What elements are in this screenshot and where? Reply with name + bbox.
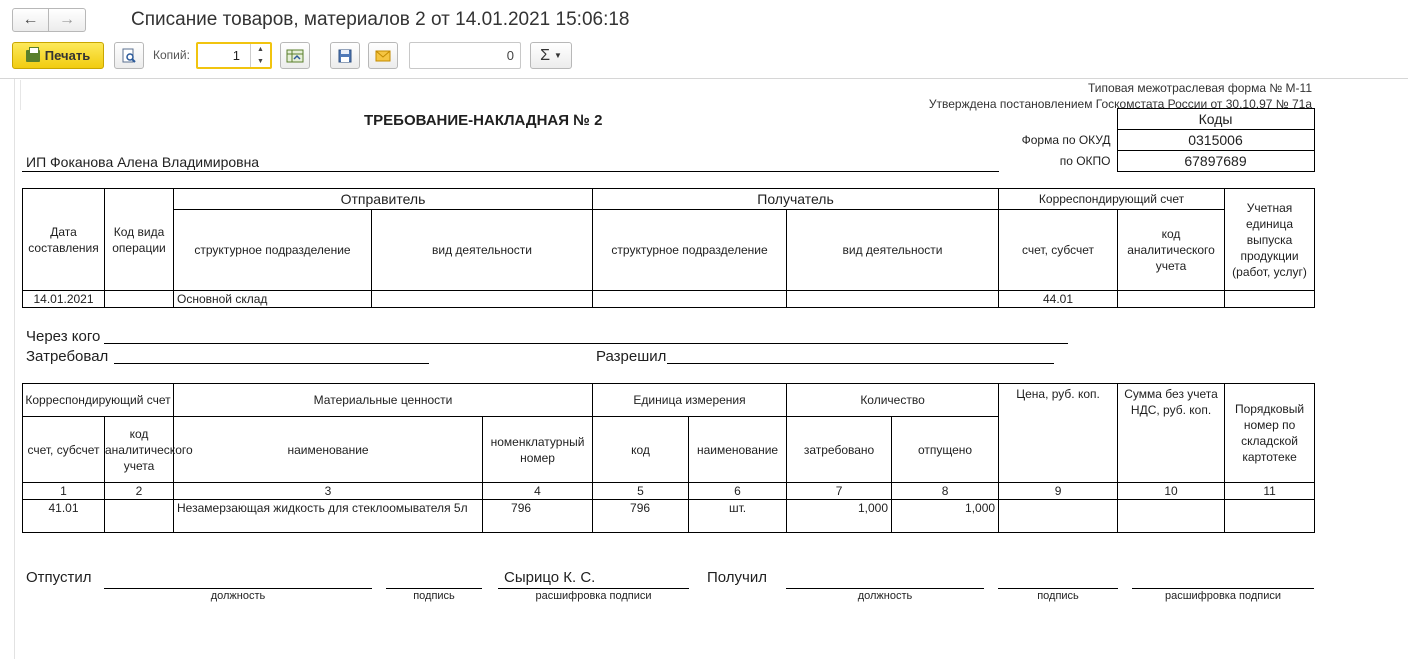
received-signature-line <box>998 588 1118 589</box>
okpo-value: 67897689 <box>1117 151 1314 172</box>
arrow-left-icon: ← <box>22 11 39 28</box>
items-table <box>22 383 1315 533</box>
print-settings-button[interactable] <box>280 42 310 69</box>
unit-column-header: Учетная единица выпуска продукции (работ, услуг) <box>1225 189 1315 291</box>
form-note <box>929 81 1312 111</box>
forward-button[interactable] <box>49 8 86 32</box>
date-column-header: Дата составления <box>23 189 105 291</box>
item-account: 41.01 <box>23 500 105 533</box>
received-position-caption: должность <box>857 590 913 602</box>
operation-code-cell <box>105 291 174 308</box>
col-number: 9 <box>999 483 1118 500</box>
released-signature-line <box>386 588 482 589</box>
items-name-header: наименование <box>174 417 483 483</box>
via-line <box>104 343 1068 344</box>
col-number: 5 <box>593 483 689 500</box>
window-title: Списание товаров, материалов 2 от 14.01.2021 15:06:18 <box>131 9 630 30</box>
okpo-label: по ОКПО <box>1059 154 1111 168</box>
item-price <box>999 500 1118 533</box>
item-card <box>1225 500 1315 533</box>
via-label: Через кого <box>26 328 101 345</box>
sender-activity-header: вид деятельности <box>372 210 593 291</box>
okud-label: Форма по ОКУД <box>1021 133 1111 147</box>
form-note-line-2: Утверждена постановлением Госкомстата России от 30.10.97 № 71а <box>928 97 1312 111</box>
spin-down-icon[interactable]: ▼ <box>257 57 264 65</box>
organization-underline <box>22 171 999 172</box>
col-number: 4 <box>483 483 593 500</box>
col-number: 6 <box>689 483 787 500</box>
requested-line <box>114 363 429 364</box>
item-released: 1,000 <box>892 500 999 533</box>
unit-cell <box>1225 291 1315 308</box>
analytic-code-header: код аналитического учета <box>1118 210 1225 291</box>
receiver-activity-header: вид деятельности <box>787 210 999 291</box>
organization-name: ИП Фоканова Алена Владимировна <box>26 154 260 170</box>
toolbar-divider <box>0 78 1408 79</box>
released-position-caption: должность <box>210 590 266 602</box>
sender-header: Отправитель <box>174 189 593 210</box>
col-number: 2 <box>105 483 174 500</box>
item-sum <box>1118 500 1225 533</box>
print-button[interactable] <box>12 42 104 69</box>
operation-code-header: Код вида операции <box>105 189 174 291</box>
items-nomenclature-header: номенклатурный номер <box>483 417 593 483</box>
sender-unit-header: структурное подразделение <box>174 210 372 291</box>
preview-button[interactable] <box>114 42 144 69</box>
copies-value: 1 <box>232 48 240 63</box>
receiver-unit-header: структурное подразделение <box>593 210 787 291</box>
released-signature-caption: подпись <box>413 590 455 602</box>
items-unit-name-header: наименование <box>689 417 787 483</box>
copies-spinner[interactable] <box>250 44 270 67</box>
account-sub-header: счет, субсчет <box>999 210 1118 291</box>
item-name: Незамерзающая жидкость для стеклоомывателя 5л <box>174 500 483 533</box>
sum-dropdown-button[interactable] <box>530 42 572 69</box>
table-row <box>23 291 1315 308</box>
items-corr-account-header: Корреспондирующий счет <box>23 384 174 417</box>
requested-label: Затребовал <box>26 348 109 365</box>
save-button[interactable] <box>330 42 360 69</box>
sender-activity-cell <box>372 291 593 308</box>
sigma-icon: Σ <box>540 46 550 64</box>
okud-value: 0315006 <box>1117 130 1314 151</box>
corr-account-header: Корреспондирующий счет <box>999 189 1225 210</box>
date-cell: 14.01.2021 <box>23 291 105 308</box>
analytic-cell <box>1118 291 1225 308</box>
received-decode-caption: расшифровка подписи <box>1164 590 1282 602</box>
chevron-down-icon: ▼ <box>553 51 562 60</box>
released-label: Отпустил <box>26 569 92 586</box>
receiver-activity-cell <box>787 291 999 308</box>
col-number: 7 <box>787 483 892 500</box>
released-decode-line <box>498 588 689 589</box>
item-unit-code: 796 <box>593 500 689 533</box>
codes-table <box>1000 108 1315 172</box>
receiver-header: Получатель <box>593 189 999 210</box>
col-number: 3 <box>174 483 483 500</box>
copies-label: Копий: <box>153 48 190 62</box>
codes-header: Коды <box>1117 109 1314 130</box>
items-released-header: отпущено <box>892 417 999 483</box>
allowed-line <box>667 363 1054 364</box>
item-unit-name: шт. <box>689 500 787 533</box>
sum-value-field[interactable]: 0 <box>409 42 521 69</box>
envelope-icon <box>375 50 391 62</box>
header-table <box>22 188 1315 308</box>
items-analytic-header: код аналитического учета <box>105 417 174 483</box>
print-button-label: Печать <box>44 48 91 63</box>
send-email-button[interactable] <box>368 42 398 69</box>
items-values-header: Материальные ценности <box>174 384 593 417</box>
toolbar <box>12 42 612 70</box>
page-corner <box>20 80 26 110</box>
col-number: 11 <box>1225 483 1315 500</box>
received-label: Получил <box>707 569 767 586</box>
account-cell: 44.01 <box>999 291 1118 308</box>
items-sum-header: Сумма без учета НДС, руб. коп. <box>1118 384 1225 483</box>
table-row <box>23 500 1315 533</box>
col-number: 8 <box>892 483 999 500</box>
item-requested: 1,000 <box>787 500 892 533</box>
released-signer-name: Сырицо К. С. <box>504 569 596 586</box>
spin-up-icon[interactable]: ▲ <box>257 46 264 54</box>
received-position-line <box>786 588 984 589</box>
save-icon <box>338 49 352 63</box>
item-analytic <box>105 500 174 533</box>
items-price-header: Цена, руб. коп. <box>999 384 1118 483</box>
arrow-right-icon: → <box>59 11 75 28</box>
col-number: 10 <box>1118 483 1225 500</box>
col-number: 1 <box>23 483 105 500</box>
items-unit-code-header: код <box>593 417 689 483</box>
printer-icon <box>26 50 40 62</box>
document-left-border <box>14 79 15 659</box>
released-position-line <box>104 588 372 589</box>
items-unit-header: Единица измерения <box>593 384 787 417</box>
items-card-header: Порядковый номер по складской картотеке <box>1225 384 1315 483</box>
items-requested-header: затребовано <box>787 417 892 483</box>
document-title: ТРЕБОВАНИЕ-НАКЛАДНАЯ № 2 <box>364 112 603 129</box>
settings-table-icon <box>286 49 304 63</box>
copies-input[interactable] <box>196 42 272 69</box>
released-decode-caption: расшифровка подписи <box>535 590 652 602</box>
received-decode-line <box>1132 588 1314 589</box>
receiver-unit-cell <box>593 291 787 308</box>
preview-icon <box>121 48 137 64</box>
column-numbers-row <box>23 483 1315 500</box>
items-account-sub-header: счет, субсчет <box>23 417 105 483</box>
allowed-label: Разрешил <box>596 348 667 365</box>
items-qty-header: Количество <box>787 384 999 417</box>
item-nomenclature: 796 <box>483 500 593 533</box>
sender-unit-cell: Основной склад <box>174 291 372 308</box>
back-button[interactable] <box>12 8 49 32</box>
navigation-buttons <box>12 8 86 32</box>
received-signature-caption: подпись <box>1037 590 1079 602</box>
form-note-line-1: Типовая межотраслевая форма № М-11 <box>1087 81 1312 95</box>
